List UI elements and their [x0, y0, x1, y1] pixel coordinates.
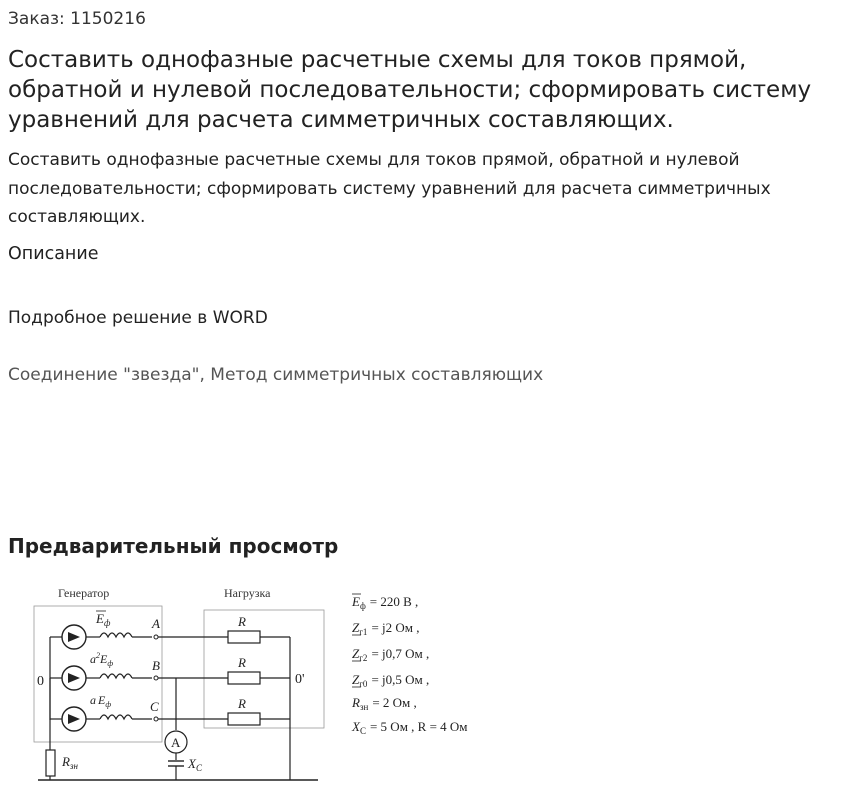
inductor-c-icon	[100, 715, 132, 719]
resistor-b-label: R	[238, 655, 246, 670]
tags-line: Соединение "звезда", Метод симметричных составляющих	[8, 365, 544, 385]
param-ef: $E_ф = 220$ В ,	[352, 594, 419, 611]
phase-a-label: A	[152, 616, 160, 631]
resistor-b-icon	[228, 672, 260, 684]
load-box	[204, 610, 324, 728]
parameters-list	[351, 594, 468, 736]
param-zg2: $Z_{г2} = j0,7$ Ом ,	[352, 646, 430, 663]
node-zero-prime: 0'	[295, 672, 305, 687]
resistor-c-label: R	[238, 696, 246, 711]
param-zg1: $Z_{г1} = j2$ Ом ,	[352, 620, 420, 637]
node-zero: 0	[37, 674, 44, 689]
page-title: Составить однофазные расчетные схемы для токов прямой, обратной и нулевой последовательности; сформировать систему уравнений для расчета симметричных составляющих.	[8, 47, 812, 133]
param-rzn: $R_{зн} = 2$ Ом ,	[352, 695, 417, 712]
ammeter-label: A	[171, 735, 181, 750]
load-label: Нагрузка	[224, 586, 271, 600]
circuit-schematic	[28, 580, 508, 790]
preview-image[interactable]	[28, 580, 508, 790]
ground-resistor-icon	[46, 750, 55, 776]
resistor-c-icon	[228, 713, 260, 725]
preview-heading: Предварительный просмотр	[8, 534, 339, 558]
phase-c-label: C	[150, 699, 159, 714]
param-zg0: $Z_{г0} = j0,5$ Ом ,	[352, 672, 430, 689]
task-description: Составить однофазные расчетные схемы для токов прямой, обратной и нулевой последовательности; сформировать систему уравнений для расчета симметричных составляющих.	[8, 150, 771, 227]
emf-a-label: $E_ф$	[96, 611, 111, 628]
emf-b-label: $a^2E_ф$	[90, 651, 114, 668]
resistor-a-label: R	[238, 614, 246, 629]
param-xc: $X_C = 5$ Ом , R = 4 Ом	[352, 719, 468, 736]
resistor-a-icon	[228, 631, 260, 643]
emf-c-label: a $E_ф$	[90, 693, 112, 709]
order-number: Заказ: 1150216	[8, 9, 146, 29]
phase-b-label: B	[152, 658, 160, 673]
xc-label: $X_C$	[188, 756, 202, 773]
section-heading-description: Описание	[8, 244, 99, 264]
generator-label: Генератор	[58, 586, 110, 600]
generator-box	[34, 606, 162, 742]
inductor-b-icon	[100, 674, 132, 678]
solution-note: Подробное решение в WORD	[8, 308, 268, 328]
inductor-a-icon	[100, 633, 132, 637]
rn-label: $R_{зн}$	[62, 754, 78, 771]
